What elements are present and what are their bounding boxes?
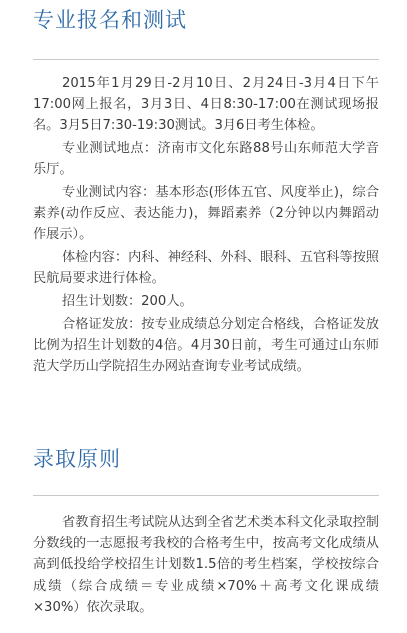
paragraph-certificate: 合格证发放：按专业成绩总分划定合格线，合格证发放比例为招生计划数的4倍。4月30日前，考生可通过山东师范大学历山学院招生办网站查询专业考试成绩。: [33, 316, 379, 375]
section-title-admission: 录取原则: [33, 447, 121, 471]
section-body-admission: [33, 512, 379, 620]
paragraph-test-location: 专业测试地点：济南市文化东路88号山东师范大学音乐厅。: [33, 141, 379, 178]
section-divider: [33, 59, 379, 60]
paragraph-admission-principle: 省教育招生考试院从达到全省艺术类本科文化录取控制分数线的一志愿报考我校的合格考生中，按高考文化成绩从高到低投给学校招生计划数1.5倍的考生档案，学校按综合成绩（综合成绩＝专业成绩×70%＋高考文化课成绩×30%）依次录取。: [33, 515, 379, 615]
paragraph-physical-exam: 体检内容：内科、神经科、外科、眼科、五官科等按照民航局要求进行体检。: [33, 250, 379, 287]
paragraph-registration-dates: 2015年1月29日-2月10日、2月24日-3月4日下午17:00网上报名，3月3日、4日8:30-17:00在测试现场报名。3月5日7:30-19:30测试。3月6日考生体检。: [33, 76, 379, 134]
section-divider: [33, 495, 379, 496]
paragraph-test-content: 专业测试内容：基本形态(形体五官、风度举止)，综合素养(动作反应、表达能力)，舞蹈素养（2分钟以内舞蹈动作展示）。: [33, 185, 379, 243]
paragraph-enrollment-quota: 招生计划数：200人。: [62, 294, 193, 310]
section-title-registration: 专业报名和测试: [33, 8, 187, 32]
section-body-registration: [33, 73, 379, 379]
